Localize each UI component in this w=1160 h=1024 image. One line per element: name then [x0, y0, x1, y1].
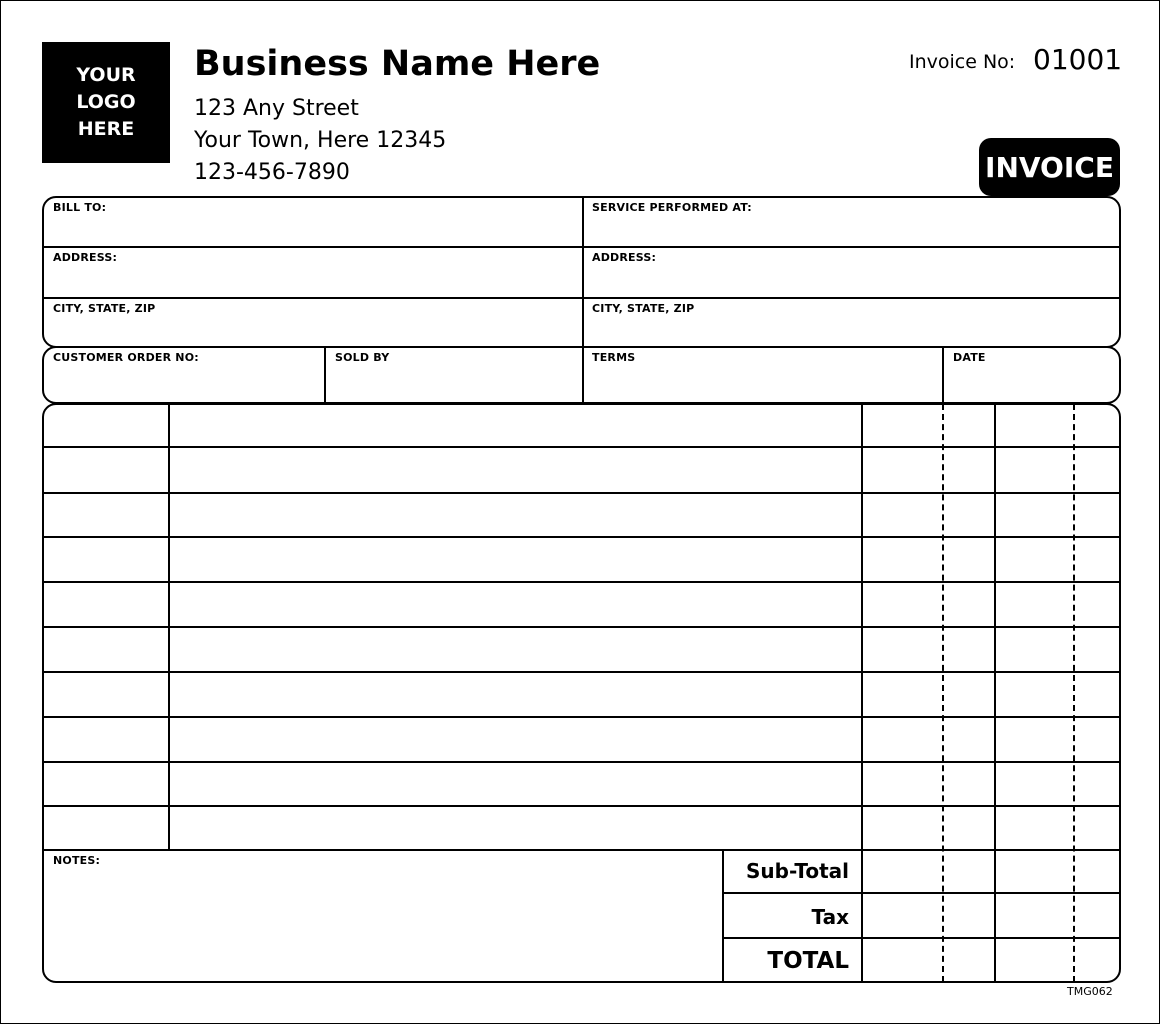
amount-cents-divider	[1073, 404, 1075, 982]
business-name: Business Name Here	[194, 44, 601, 84]
address-right-label: ADDRESS:	[592, 251, 657, 264]
logo-placeholder	[42, 42, 170, 163]
totals-row-line	[723, 937, 1120, 939]
form-code: TMG062	[1067, 985, 1113, 998]
order-divider-1	[324, 347, 326, 403]
notes-label: NOTES:	[53, 854, 101, 867]
invoice-badge: INVOICE	[979, 138, 1120, 196]
invoice-number-label: Invoice No:	[909, 51, 1016, 73]
street-address: 123 Any Street	[194, 96, 359, 121]
city-left-label: CITY, STATE, ZIP	[53, 302, 156, 315]
price-column-divider	[994, 404, 996, 982]
logo-line-2: LOGO	[76, 91, 136, 113]
row-line	[43, 626, 1120, 628]
date-label: DATE	[953, 351, 986, 364]
customer-order-label: CUSTOMER ORDER NO:	[53, 351, 199, 364]
town-address: Your Town, Here 12345	[194, 128, 447, 153]
bill-row-divider-2	[43, 297, 1120, 299]
subtotal-label: Sub-Total	[746, 859, 849, 883]
row-line	[43, 492, 1120, 494]
terms-label: TERMS	[592, 351, 636, 364]
sold-by-label: SOLD BY	[335, 351, 390, 364]
row-line	[43, 849, 1120, 851]
logo-line-3: HERE	[77, 118, 135, 140]
logo-line-1: YOUR	[76, 64, 136, 86]
line-items-table	[42, 403, 1121, 983]
row-line	[43, 581, 1120, 583]
totals-row-line	[723, 892, 1120, 894]
address-left-label: ADDRESS:	[53, 251, 118, 264]
phone-number: 123-456-7890	[194, 160, 350, 185]
row-line	[43, 536, 1120, 538]
row-line	[43, 761, 1120, 763]
bill-row-divider-1	[43, 246, 1120, 248]
order-divider-2	[582, 347, 584, 403]
row-line	[43, 671, 1120, 673]
order-divider-3	[942, 347, 944, 403]
invoice-number: 01001	[1033, 43, 1123, 76]
service-performed-label: SERVICE PERFORMED AT:	[592, 201, 752, 214]
tax-label: Tax	[811, 905, 849, 929]
bill-section-divider	[582, 197, 584, 347]
row-line	[43, 716, 1120, 718]
bill-to-label: BILL TO:	[53, 201, 107, 214]
city-right-label: CITY, STATE, ZIP	[592, 302, 695, 315]
total-label: TOTAL	[767, 948, 849, 974]
row-line	[43, 446, 1120, 448]
price-cents-divider	[942, 404, 944, 982]
description-column-divider	[861, 404, 863, 982]
row-line	[43, 805, 1120, 807]
